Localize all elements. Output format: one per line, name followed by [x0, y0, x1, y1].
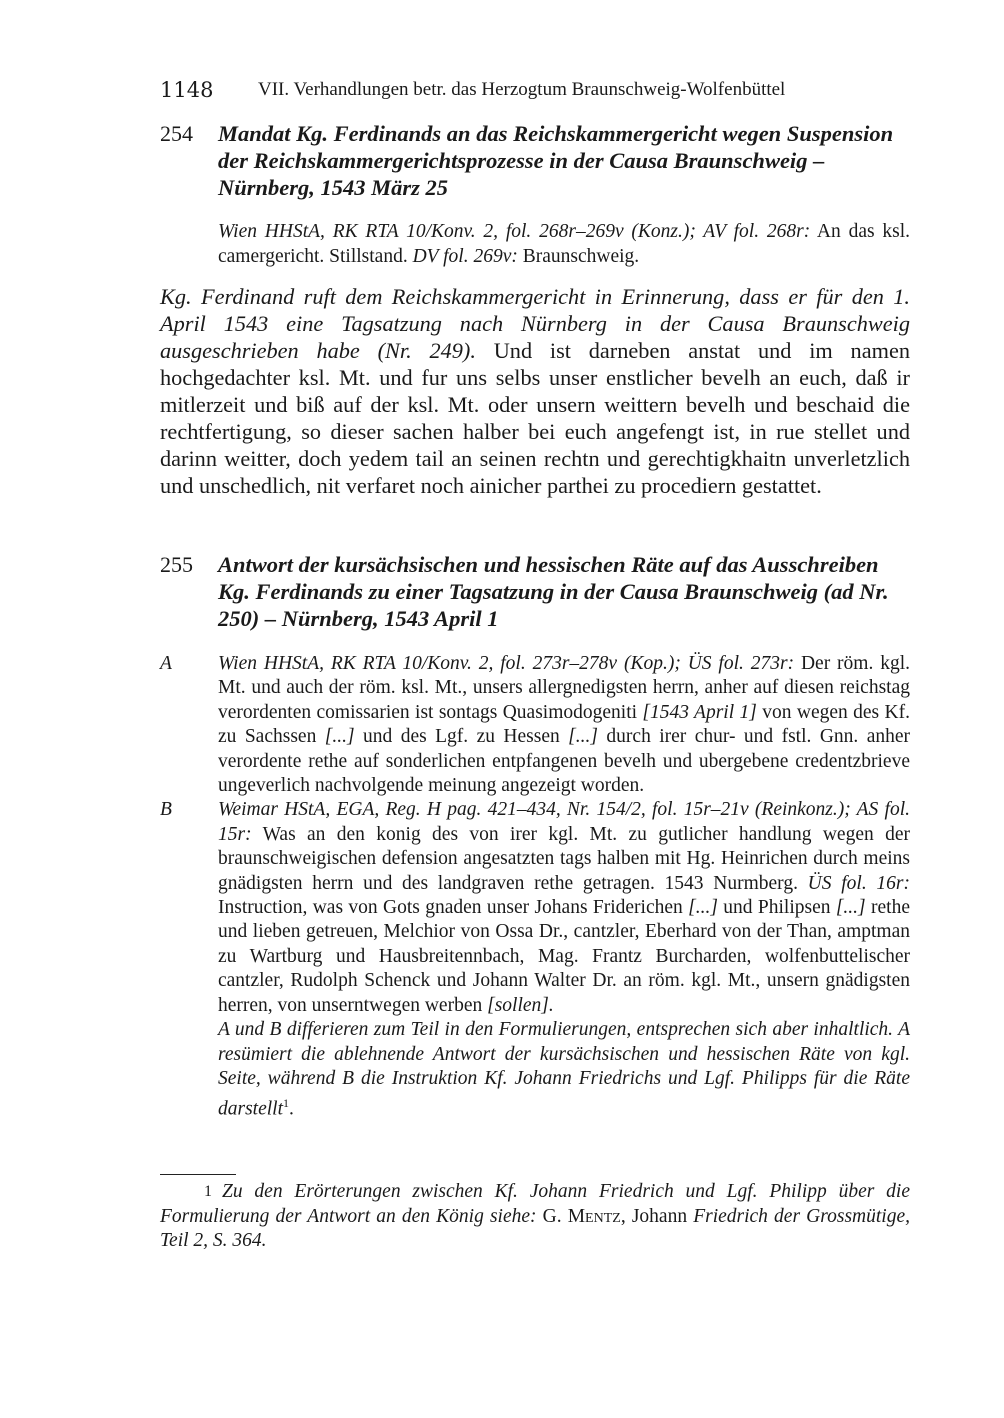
source-ref-2: DV fol. 269v: — [412, 246, 518, 267]
source-a — [160, 652, 910, 798]
doc-254-number: 254 — [160, 121, 193, 146]
page-content — [160, 78, 910, 1122]
source-b-part2: Instruction, was von Gots gnaden unser Johans Friderichen — [218, 897, 689, 919]
source-a-part3: und des Lgf. zu Hessen — [354, 726, 569, 748]
doc-254-source — [218, 219, 910, 269]
source-b-part4: rethe und lieben getreuen, Melchior von Ossa Dr., cantzler, Eberhard von der Than, amptman zu Wartburg und Hausbreitennbach, Mag. Frantz Burcharden, wolfenbuttelischer cantzler, Rudolph Schenck und Johann Walter Dr. an röm. kgl. Mt., unsern gnädigsten herren, von unserntwegen werben — [218, 897, 910, 1016]
source-text-2: Braunschweig. — [517, 246, 640, 267]
footnote-text: Zu den Erörterungen zwischen Kf. Johann Friedrich und Lgf. Philipp über die Formulierung der Antwort an den König siehe: — [160, 1181, 910, 1227]
source-a-part2: von wegen des Kf. zu Sachssen — [218, 701, 910, 748]
doc-255-number: 255 — [160, 552, 193, 577]
source-b-ellipsis-2: [...] — [835, 897, 866, 919]
source-b-ellipsis-1: [...] — [688, 897, 718, 919]
footnote-ref[interactable]: 1 — [283, 1096, 290, 1111]
source-a-part1: Der röm. kgl. Mt. und auch der röm. ksl. Mt., unsers allergnedigsten herrn, anher auf diesen reichstag verordenten comissarien ist sontags Quasimodogeniti — [218, 653, 911, 723]
source-b — [160, 798, 910, 1018]
source-b-ref: Weimar HStA, EGA, Reg. H pag. 421–434, Nr. 154/2, fol. 15r–21v (Reinkonz.); AS fol. 15r: — [218, 799, 910, 845]
source-a-letter: A — [160, 653, 172, 674]
doc-254-heading — [160, 120, 910, 201]
doc-254-summary: Kg. Ferdinand ruft dem Reichskammergericht in Erinnerung, dass er für den 1. April 1543 eine Tagsatzung nach Nürnberg in der Causa Braunschweig ausgeschrieben habe (Nr. 249). — [160, 284, 910, 363]
footnote-author: Mentz — [567, 1205, 621, 1227]
footnote-part1: G. — [536, 1205, 568, 1227]
doc-254-text: Und ist darneben anstat und im namen hochgedachter ksl. Mt. und fur uns selbs unser enstlicher bevelh an euch, daß ir mitlerzeit und biß auf der ksl. Mt. oder unsern weittern bevelh und beschaid die rechtfertigung, so dieser sachen halber bei euch angefengt ist, in rue stellet und darinn weitter, doch yedem tail an seinen rechtn und gerechtigkhaitn unverletzlich und unschedlich, nit verfaret noch ainicher parthei zu procediern gestattet. — [160, 338, 910, 498]
footnote-divider — [160, 1174, 236, 1175]
note-text: A und B differieren zum Teil in den Formulierungen, entsprechen sich aber inhaltlich. A resümiert die ablehnende Antwort der kursächsischen und hessischen Räte von kgl. Seite, während B die Instruktion Kf. Johann Friedrichs und Lgf. Philipps für die Räte darstellt — [218, 1019, 910, 1120]
source-b-end: [sollen]. — [487, 994, 554, 1016]
page-number: 1148 — [160, 78, 214, 102]
source-a-text — [218, 652, 910, 798]
running-header — [160, 78, 910, 102]
source-ref: Wien HHStA, RK RTA 10/Konv. 2, fol. 268r–269v (Konz.); AV fol. 268r: — [218, 221, 811, 242]
source-text: An das ksl. camergericht. Stillstand. — [218, 221, 910, 267]
footnote-part2: , Johann — [620, 1205, 694, 1227]
doc-255-title: Antwort der kursächsischen und hessischen Räte auf das Ausschreiben Kg. Ferdinands zu einer Tagsatzung in der Causa Braunschweig (ad Nr. 250) – Nürnberg, 1543 April 1 — [218, 552, 889, 631]
source-b-part3: und Philipsen — [717, 897, 836, 919]
note-end: . — [289, 1098, 294, 1120]
doc-254-title: Mandat Kg. Ferdinands an das Reichskammergericht wegen Suspension der Reichskammergerichtsprozesse in der Causa Braunschweig – Nürnberg, 1543 März 25 — [218, 121, 894, 200]
footnote-work: Friedrich der Grossmütige, Teil 2, S. 364. — [160, 1205, 910, 1251]
source-a-ellipsis-2: [...] — [568, 726, 598, 748]
source-b-letter: B — [160, 799, 172, 821]
source-a-date: [1543 April 1] — [642, 701, 757, 723]
source-a-ellipsis-1: [...] — [324, 726, 355, 748]
footnote-1 — [160, 1180, 910, 1254]
source-b-text — [218, 798, 910, 1018]
source-a-ref: Wien HHStA, RK RTA 10/Konv. 2, fol. 273r–278v (Kop.); ÜS fol. 273r: — [218, 653, 795, 674]
doc-255-note — [218, 1018, 910, 1122]
doc-255-heading — [160, 551, 910, 632]
running-title: VII. Verhandlungen betr. das Herzogtum Braunschweig-Wolfenbüttel — [258, 79, 786, 100]
source-b-ref-2: ÜS fol. 16r: — [807, 872, 910, 894]
source-b-part1: Was an den konig des von irer kgl. Mt. zu gutlicher handlung wegen der braunschweigischen defension angesatzten tags halben mit Hg. Heinrichen durch meins gnädigsten herrn und des landgraven rethe getragen. 1543 Nurmberg. — [218, 823, 910, 894]
footnote-mark: 1 — [204, 1183, 212, 1200]
doc-255-sources — [160, 652, 910, 1122]
source-a-part4: durch irer chur- und fstl. Gnn. anher verordente rethe auf sonderlichen entpfangenen bevelh und ubergebene credentzbrieve ungeverlich nachvolgende meinung angezeigt worden. — [218, 726, 911, 797]
doc-254-body — [160, 283, 910, 499]
